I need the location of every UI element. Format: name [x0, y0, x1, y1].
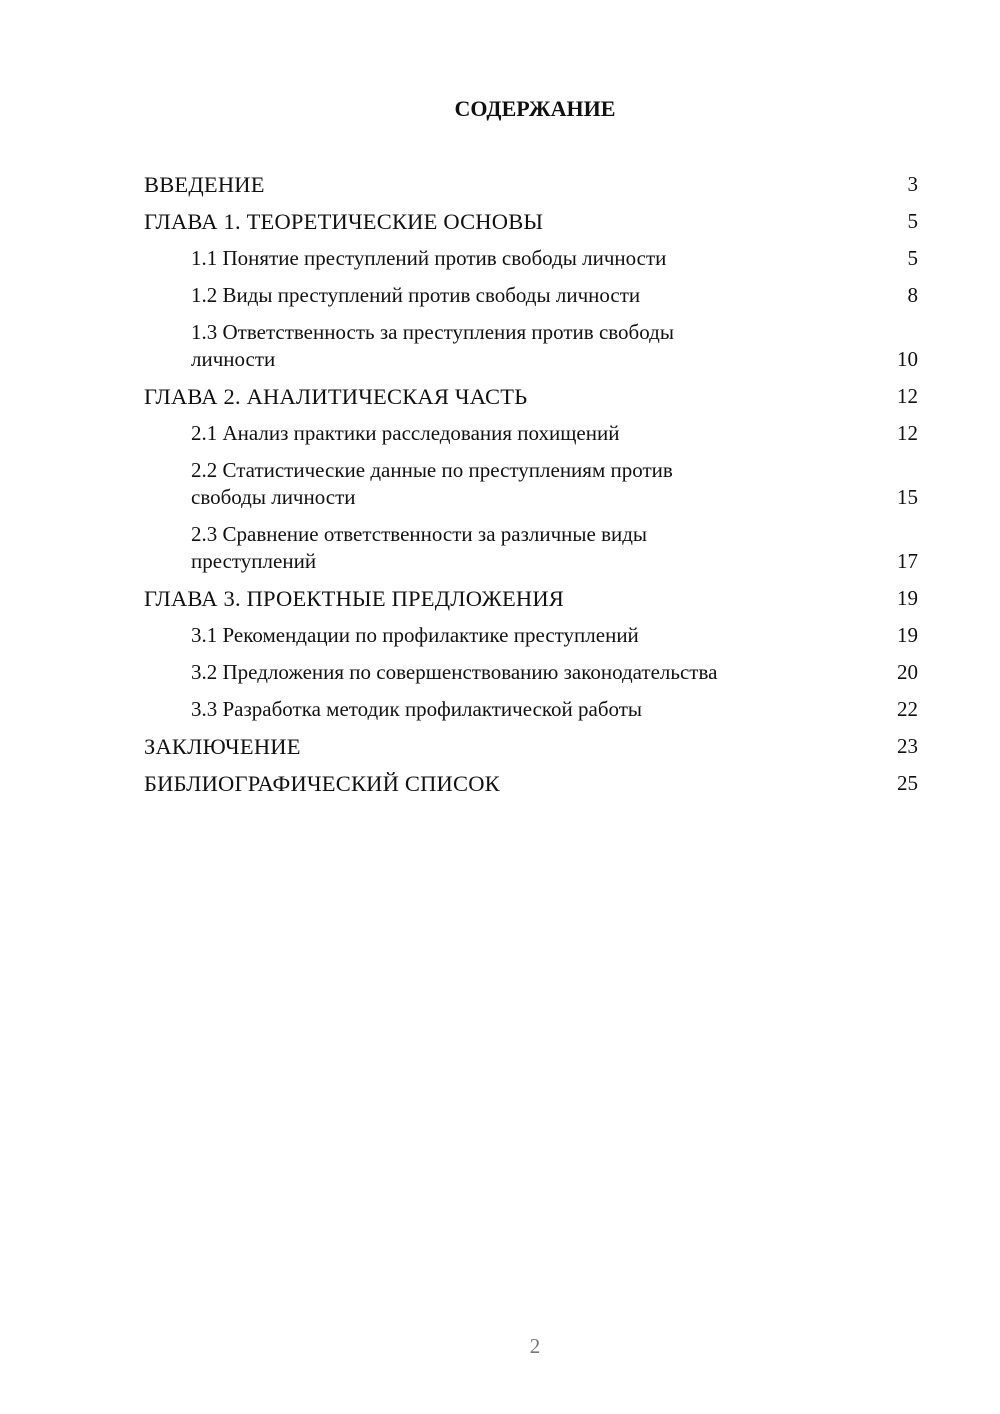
toc-section-entry[interactable]	[144, 452, 918, 516]
toc-section-entry[interactable]	[144, 617, 918, 654]
toc-entry-page: 23	[897, 734, 918, 758]
toc-entry-page: 3	[907, 172, 918, 196]
toc-entry-title: ГЛАВА 2. АНАЛИТИЧЕСКАЯ ЧАСТЬ	[144, 384, 528, 409]
toc-chapter-entry[interactable]	[144, 765, 918, 802]
toc-section-entry[interactable]	[144, 415, 918, 452]
toc-section-entry[interactable]	[144, 516, 918, 580]
toc-entry-page: 12	[897, 384, 918, 408]
toc-section-entry[interactable]	[144, 277, 918, 314]
toc-entry-title: ВВЕДЕНИЕ	[144, 172, 265, 197]
toc-chapter-entry[interactable]	[144, 203, 918, 240]
table-of-contents	[144, 166, 918, 802]
toc-entry-title: 3.1 Рекомендации по профилактике преступлений	[191, 623, 639, 647]
toc-entry-title: 2.2 Статистические данные по преступлениям против свободы личности	[191, 458, 673, 509]
toc-entry-page: 17	[897, 549, 918, 573]
toc-entry-title: 3.2 Предложения по совершенствованию законодательства	[191, 660, 718, 684]
toc-chapter-entry[interactable]	[144, 166, 918, 203]
toc-entry-page: 12	[897, 421, 918, 445]
toc-entry-title: 2.3 Сравнение ответственности за различные виды преступлений	[191, 522, 648, 573]
toc-section-entry[interactable]	[144, 691, 918, 728]
toc-chapter-entry[interactable]	[144, 728, 918, 765]
toc-entry-title: ГЛАВА 1. ТЕОРЕТИЧЕСКИЕ ОСНОВЫ	[144, 209, 544, 234]
toc-entry-title: ЗАКЛЮЧЕНИЕ	[144, 734, 301, 759]
toc-entry-page: 19	[897, 623, 918, 647]
toc-entry-title: 1.3 Ответственность за преступления против свободы личности	[191, 320, 674, 371]
toc-entry-title: 1.2 Виды преступлений против свободы личности	[191, 283, 641, 307]
toc-entry-page: 22	[897, 697, 918, 721]
toc-chapter-entry[interactable]	[144, 580, 918, 617]
toc-entry-title: ГЛАВА 3. ПРОЕКТНЫЕ ПРЕДЛОЖЕНИЯ	[144, 586, 565, 611]
toc-entry-page: 5	[907, 209, 918, 233]
toc-entry-title: 3.3 Разработка методик профилактической работы	[191, 697, 643, 721]
toc-entry-page: 25	[897, 771, 918, 795]
toc-section-entry[interactable]	[144, 654, 918, 691]
toc-entry-title: БИБЛИОГРАФИЧЕСКИЙ СПИСОК	[144, 771, 500, 796]
page-number: 2	[529, 1334, 541, 1358]
toc-entry-page: 5	[907, 246, 918, 270]
toc-entry-page: 8	[907, 283, 918, 307]
toc-entry-page: 15	[897, 485, 918, 509]
toc-section-entry[interactable]	[144, 240, 918, 277]
toc-section-entry[interactable]	[144, 314, 918, 378]
toc-entry-page: 20	[897, 660, 918, 684]
toc-chapter-entry[interactable]	[144, 378, 918, 415]
toc-entry-page: 19	[897, 586, 918, 610]
toc-entry-title: 2.1 Анализ практики расследования похищений	[191, 421, 620, 445]
toc-title: СОДЕРЖАНИЕ	[454, 96, 616, 121]
toc-entry-page: 10	[897, 347, 918, 371]
toc-entry-title: 1.1 Понятие преступлений против свободы личности	[191, 246, 667, 270]
